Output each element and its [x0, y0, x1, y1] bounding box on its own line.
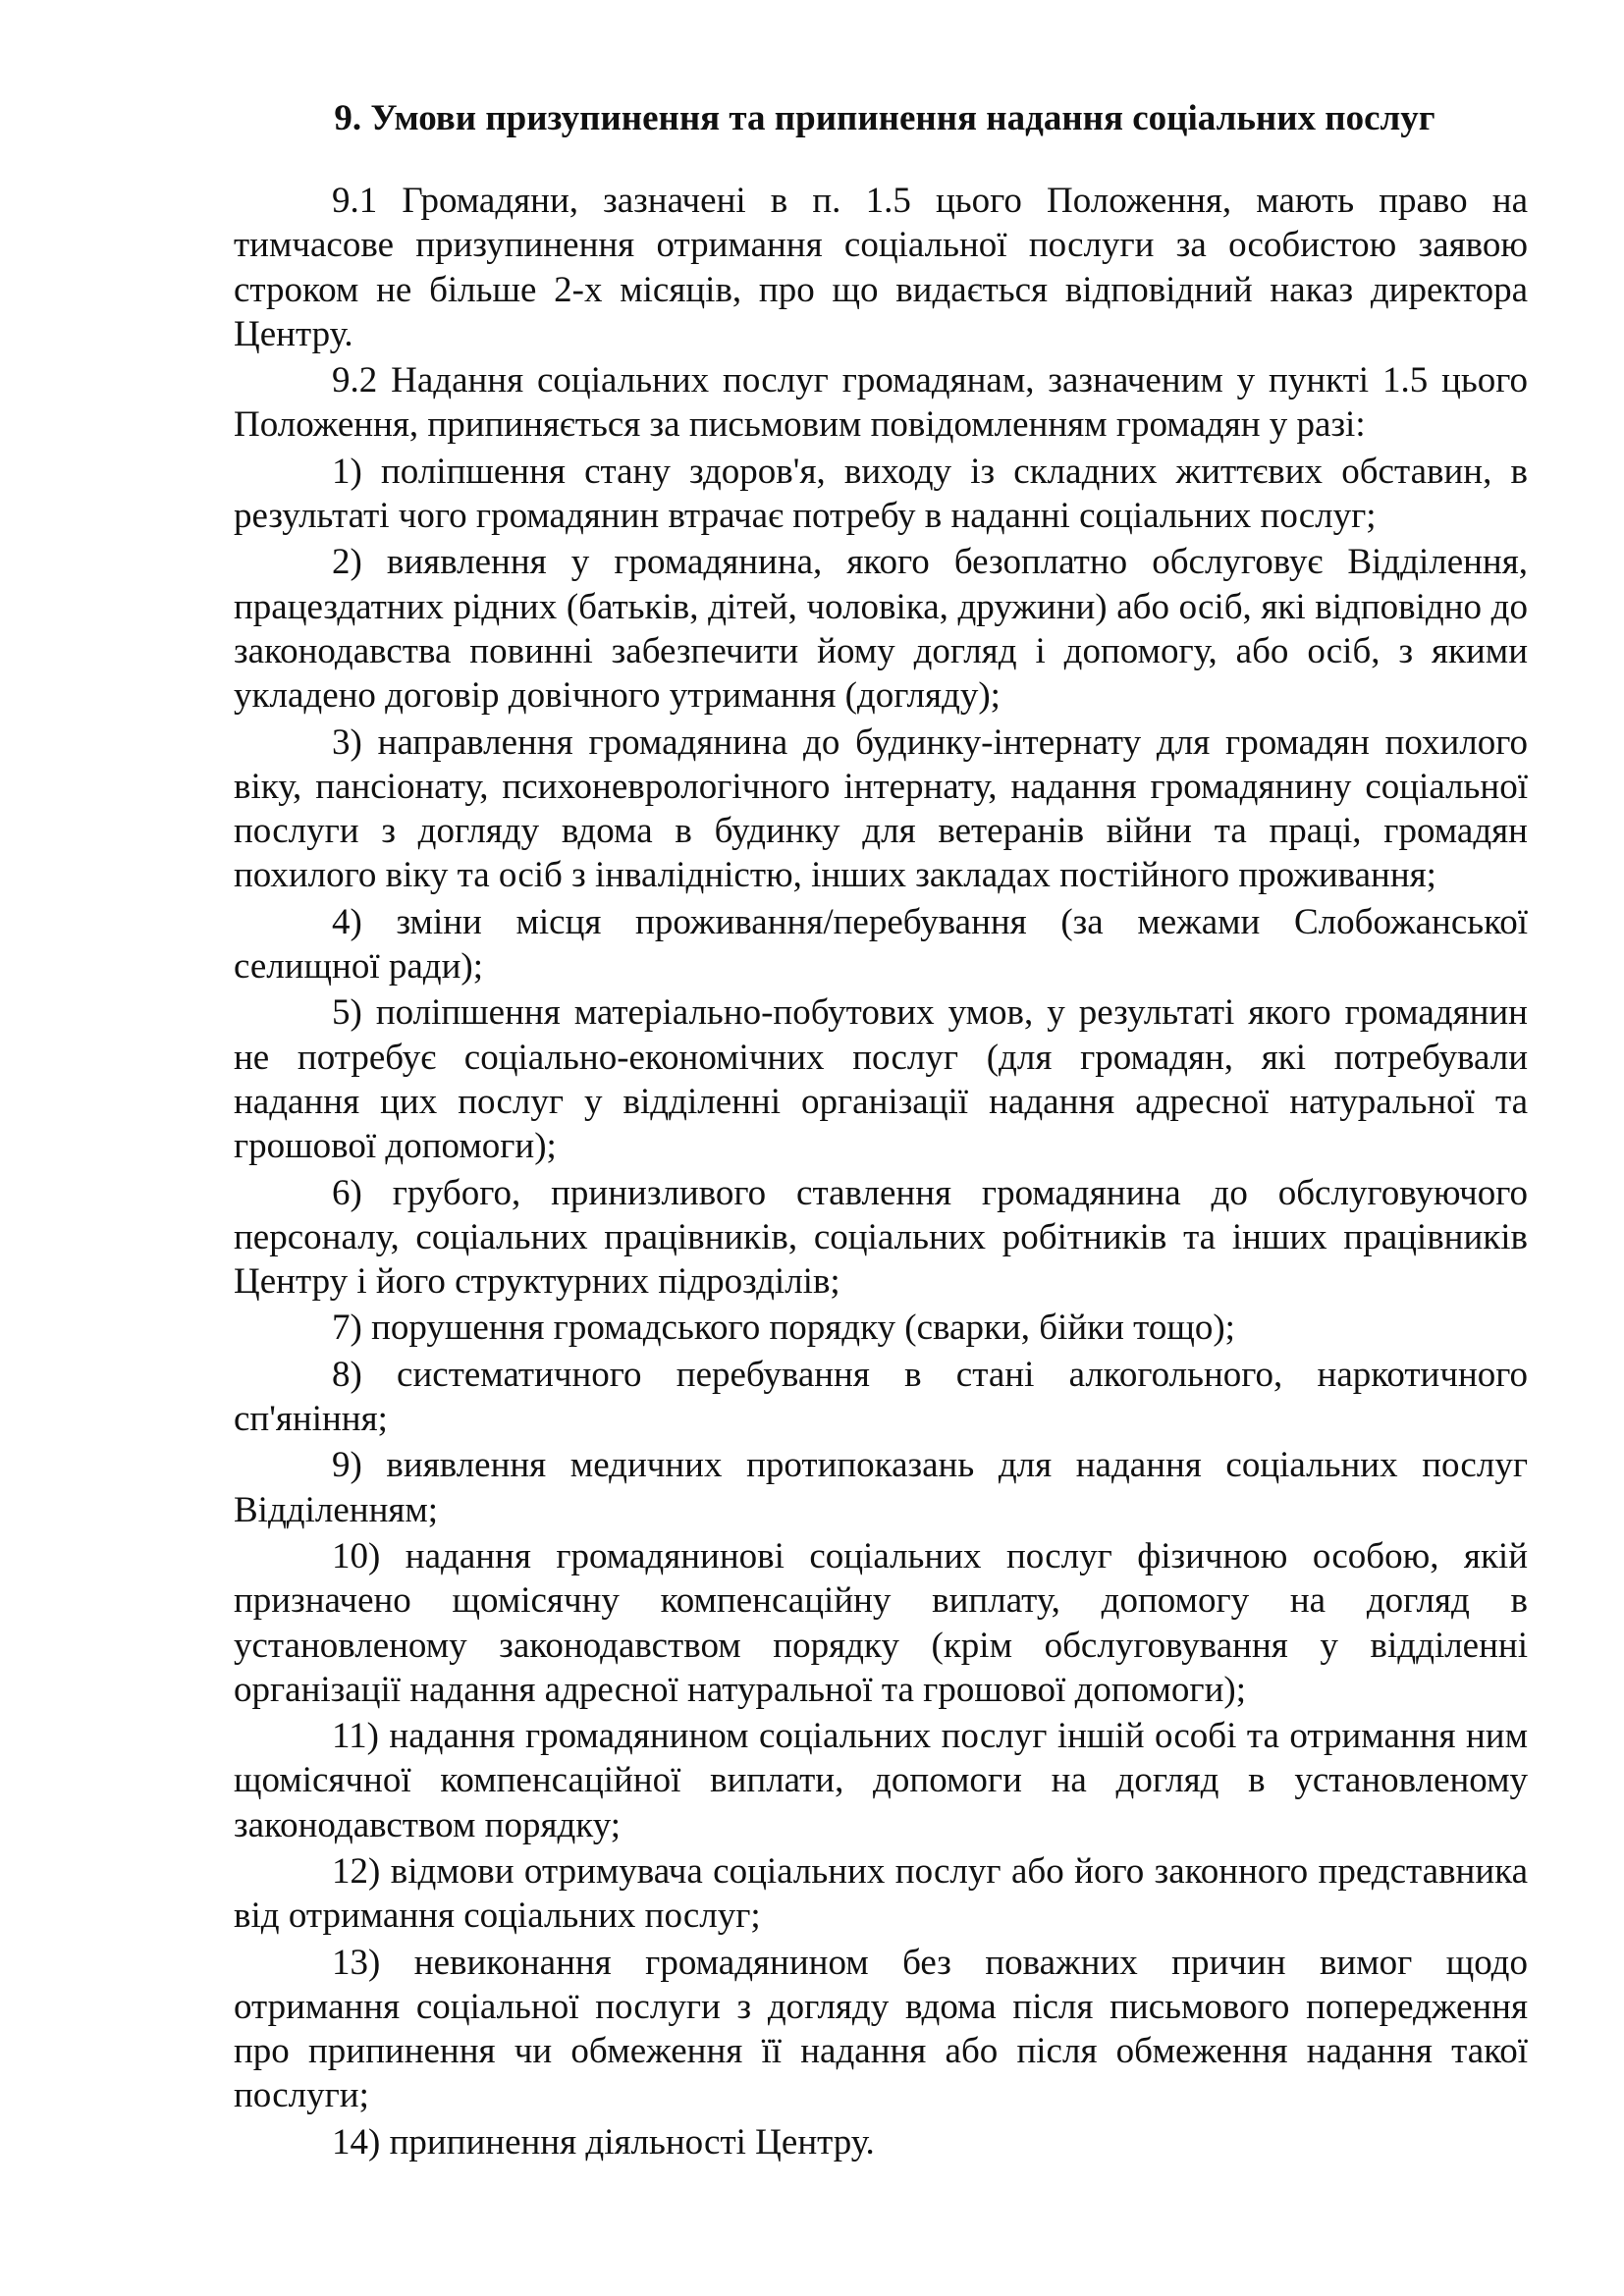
- list-item-2: 2) виявлення у громадянина, якого безоплатно обслуговує Відділення, працездатних рідних (батьків, дітей, чоловіка, дружини) або осіб, які відповідно до законодавства повинні забезпечити йому догляд і допомогу, або осіб, з якими укладено договір довічного утримання (догляду);: [234, 542, 1528, 717]
- section-heading: 9. Умови призупинення та припинення надання соціальних послуг: [334, 98, 1435, 138]
- list-item-10: 10) надання громадянинові соціальних послуг фізичною особою, якій призначено щомісячну компенсаційну виплату, допомогу на догляд в установленому законодавством порядку (крім обслуговування у відділенні організації надання адресної натуральної та грошової допомоги);: [234, 1535, 1528, 1710]
- document-page: [234, 96, 1528, 2166]
- list-item-3: 3) направлення громадянина до будинку-інтернату для громадян похилого віку, пансіонату, психоневрологічного інтернату, надання громадянину соціальної послуги з догляду вдома в будинку для ветеранів війни та праці, громадян похилого віку та осіб з інвалідністю, інших закладах постійного проживання;: [234, 721, 1528, 896]
- list-item-6: 6) грубого, принизливого ставлення громадянина до обслуговуючого персоналу, соціальних працівників, соціальних робітників та інших працівників Центру і його структурних підрозділів;: [234, 1172, 1528, 1303]
- list-item-12: 12) відмови отримувача соціальних послуг або його законного представника від отримання соціальних послуг;: [234, 1850, 1528, 1937]
- list-item-14: 14) припинення діяльності Центру.: [332, 2121, 875, 2163]
- list-item-13: 13) невиконання громадянином без поважних причин вимог щодо отримання соціальної послуги з догляду вдома після письмового попередження про припинення чи обмеження її надання або після обмеження надання такої послуги;: [234, 1942, 1528, 2116]
- paragraph-9-2: 9.2 Надання соціальних послуг громадянам, зазначеним у пункті 1.5 цього Положення, припиняється за письмовим повідомленням громадян у разі:: [234, 360, 1528, 446]
- list-item-5: 5) поліпшення матеріально-побутових умов, у результаті якого громадянин не потребує соціально-економічних послуг (для громадян, які потребували надання цих послуг у відділенні організації надання адресної натуральної та грошової допомоги);: [234, 992, 1528, 1167]
- list-item-7: 7) порушення громадського порядку (сварки, бійки тощо);: [332, 1308, 1235, 1349]
- list-item-8: 8) систематичного перебування в стані алкогольного, наркотичного сп'яніння;: [234, 1354, 1528, 1440]
- list-item-4: 4) зміни місця проживання/перебування (за межами Слобожанської селищної ради);: [234, 901, 1528, 988]
- list-item-9: 9) виявлення медичних протипоказань для надання соціальних послуг Відділенням;: [234, 1445, 1528, 1530]
- paragraph-9-1: 9.1 Громадяни, зазначені в п. 1.5 цього Положення, мають право на тимчасове призупинення отримання соціальної послуги за особистою заявою строком не більше 2-х місяців, про що видається відповідний наказ директора Центру.: [234, 181, 1528, 354]
- list-item-1: 1) поліпшення стану здоров'я, виходу із складних життєвих обставин, в результаті чого громадянин втрачає потребу в наданні соціальних послуг;: [234, 451, 1528, 537]
- list-item-11: 11) надання громадянином соціальних послуг іншій особі та отримання ним щомісячної компенсаційної виплати, допомоги на догляд в установленому законодавством порядку;: [234, 1716, 1528, 1845]
